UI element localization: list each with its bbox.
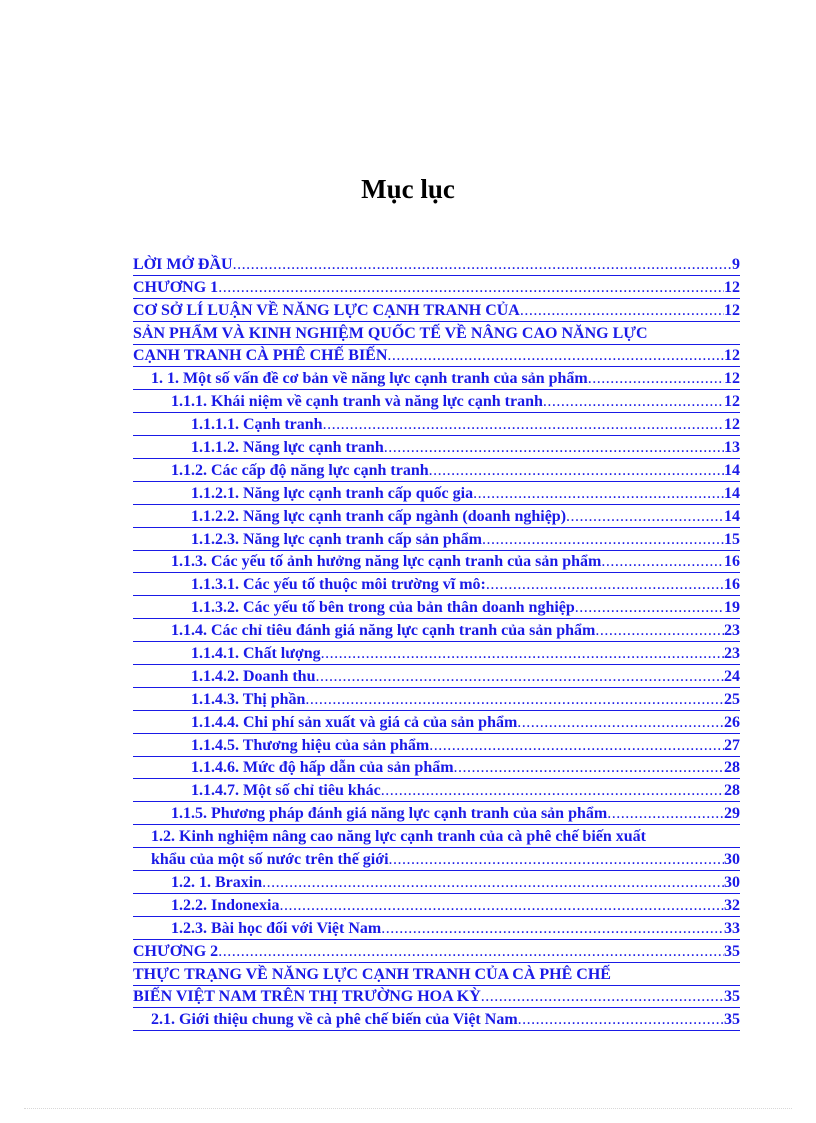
toc-entry-title: 1.1.3.2. Các yếu tố bên trong của bản thân doanh nghiệp [191, 599, 575, 617]
toc-leader-dots [575, 599, 724, 617]
toc-entry-title: CHƯƠNG 2 [133, 942, 219, 960]
toc-entry-page: 24 [724, 667, 740, 685]
toc-entry[interactable] [133, 802, 740, 825]
toc-entry-page: 12 [724, 301, 740, 319]
page-title: Mục lục [361, 174, 455, 204]
toc-entry[interactable] [133, 825, 740, 848]
toc-entry[interactable] [133, 963, 740, 986]
toc-entry-page: 30 [724, 851, 740, 869]
toc-leader-dots [381, 920, 724, 938]
toc-entry-page: 23 [724, 645, 740, 663]
toc-leader-dots [429, 462, 724, 480]
toc-entry[interactable] [133, 322, 740, 345]
toc-entry-title: 1.2. 1. Braxin [171, 873, 263, 891]
toc-entry[interactable] [133, 986, 740, 1009]
toc-entry-page: 28 [724, 759, 740, 777]
toc-entry-page: 27 [724, 736, 740, 754]
toc-leader-dots [595, 622, 724, 640]
toc-entry[interactable] [133, 665, 740, 688]
toc-entry[interactable] [133, 757, 740, 780]
toc-leader-dots [601, 553, 724, 571]
toc-entry[interactable] [133, 1008, 740, 1031]
toc-entry[interactable] [133, 551, 740, 574]
toc-entry[interactable] [133, 276, 740, 299]
toc-entry-page: 29 [724, 805, 740, 823]
toc-entry[interactable] [133, 459, 740, 482]
toc-entry[interactable] [133, 596, 740, 619]
toc-leader-dots [389, 851, 724, 869]
toc-leader-dots [543, 393, 724, 411]
toc-entry-page: 30 [724, 873, 740, 891]
toc-leader-dots [566, 508, 724, 526]
toc-entry[interactable] [133, 482, 740, 505]
toc-leader-dots [279, 897, 724, 915]
toc-entry[interactable] [133, 940, 740, 963]
toc-entry-page: 14 [724, 461, 740, 479]
toc-entry-title: 1.1.4.1. Chất lượng [191, 645, 321, 663]
toc-entry-title: 1.2. Kinh nghiệm nâng cao năng lực cạnh tranh của cà phê chế biến xuất [151, 828, 646, 846]
toc-entry-page: 12 [724, 416, 740, 434]
toc-entry-title: 1.2.2. Indonexia [171, 896, 280, 914]
toc-entry-title: 2.1. Giới thiệu chung về cà phê chế biến của Việt Nam [151, 1011, 518, 1029]
toc-entry-title: CƠ SỞ LÍ LUẬN VỀ NĂNG LỰC CẠNH TRANH CỦA [133, 301, 520, 319]
toc-leader-dots [387, 347, 724, 365]
toc-entry-title: 1.1.2.1. Năng lực cạnh tranh cấp quốc gia [191, 484, 474, 502]
toc-entry[interactable] [133, 299, 740, 322]
toc-entry-page: 23 [724, 622, 740, 640]
toc-entry[interactable] [133, 413, 740, 436]
toc-entry-title: BIẾN VIỆT NAM TRÊN THỊ TRƯỜNG HOA KỲ [133, 988, 481, 1006]
toc-entry-title: 1.1.3. Các yếu tố ảnh hưởng năng lực cạnh tranh của sản phẩm [171, 553, 602, 571]
toc-entry-page: 12 [724, 278, 740, 296]
toc-leader-dots [607, 805, 724, 823]
toc-leader-dots [429, 737, 724, 755]
toc-entry[interactable] [133, 894, 740, 917]
toc-leader-dots [218, 943, 724, 961]
toc-entry-title: 1.1.4.5. Thương hiệu của sản phẩm [191, 736, 430, 754]
toc-entry[interactable] [133, 436, 740, 459]
toc-entry-title: 1.1.1.2. Năng lực cạnh tranh [191, 439, 384, 457]
toc-entry[interactable] [133, 528, 740, 551]
toc-entry[interactable] [133, 505, 740, 528]
toc-leader-dots [315, 668, 724, 686]
toc-entry[interactable] [133, 642, 740, 665]
toc-entry[interactable] [133, 848, 740, 871]
toc-leader-dots [482, 531, 724, 549]
toc-leader-dots [305, 691, 724, 709]
toc-leader-dots [381, 782, 724, 800]
toc-entry-title: CẠNH TRANH CÀ PHÊ CHẾ BIẾN [133, 347, 388, 365]
toc-entry-page: 28 [724, 782, 740, 800]
toc-entry-title: 1.1.4.6. Mức độ hấp dẫn của sản phẩm [191, 759, 454, 777]
toc-entry-page: 25 [724, 690, 740, 708]
toc-entry-title: 1.1.5. Phương pháp đánh giá năng lực cạnh tranh của sản phẩm [171, 805, 608, 823]
toc-entry-page: 33 [724, 919, 740, 937]
toc-entry-page: 35 [724, 1011, 740, 1029]
toc-entry-page: 12 [724, 393, 740, 411]
toc-entry-page: 35 [724, 942, 740, 960]
toc-entry-page: 12 [724, 347, 740, 365]
table-of-contents [133, 253, 740, 1031]
toc-entry-page: 16 [724, 576, 740, 594]
toc-entry-page: 35 [724, 988, 740, 1006]
toc-entry[interactable] [133, 871, 740, 894]
toc-entry-title: CHƯƠNG 1 [133, 278, 219, 296]
toc-entry-title: 1.1.4.3. Thị phần [191, 690, 306, 708]
toc-leader-dots [588, 370, 724, 388]
toc-entry-title: 1.1.2.2. Năng lực cạnh tranh cấp ngành (doanh nghiệp) [191, 507, 567, 525]
toc-entry-title: LỜI MỞ ĐẦU [133, 255, 233, 273]
toc-entry[interactable] [133, 573, 740, 596]
toc-entry-page: 12 [724, 370, 740, 388]
toc-entry-page: 32 [724, 896, 740, 914]
toc-entry[interactable] [133, 711, 740, 734]
toc-leader-dots [473, 485, 724, 503]
toc-entry[interactable] [133, 367, 740, 390]
toc-entry-title: 1.2.3. Bài học đối với Việt Nam [171, 919, 382, 937]
toc-entry-title: 1.1.1.1. Cạnh tranh [191, 416, 323, 434]
toc-entry-page: 19 [724, 599, 740, 617]
toc-entry-title: khẩu của một số nước trên thế giới [151, 851, 389, 869]
toc-entry-title: 1.1.2.3. Năng lực cạnh tranh cấp sản phẩm [191, 530, 482, 548]
toc-entry-page: 14 [724, 507, 740, 525]
toc-leader-dots [486, 576, 724, 594]
toc-leader-dots [384, 439, 724, 457]
toc-entry-title: 1.1.1. Khái niệm về cạnh tranh và năng lực cạnh tranh [171, 393, 543, 411]
toc-leader-dots [233, 256, 732, 274]
toc-leader-dots [218, 279, 724, 297]
toc-entry[interactable] [133, 734, 740, 757]
page-bottom-divider [24, 1108, 792, 1109]
toc-entry[interactable] [133, 345, 740, 368]
toc-entry-page: 15 [724, 530, 740, 548]
toc-entry[interactable] [133, 619, 740, 642]
toc-leader-dots [518, 1011, 724, 1029]
toc-entry-title: 1.1.4.2. Doanh thu [191, 667, 316, 685]
toc-entry-title: 1. 1. Một số vấn đề cơ bản về năng lực cạnh tranh của sản phẩm [151, 370, 588, 388]
toc-leader-dots [321, 645, 724, 663]
toc-entry-page: 14 [724, 484, 740, 502]
toc-entry-title: THỰC TRẠNG VỀ NĂNG LỰC CẠNH TRANH CỦA CÀ PHÊ CHẾ [133, 965, 611, 983]
toc-entry-title: 1.1.3.1. Các yếu tố thuộc môi trường vĩ mô: [191, 576, 486, 594]
toc-leader-dots [517, 714, 724, 732]
toc-entry[interactable] [133, 253, 740, 276]
toc-entry[interactable] [133, 688, 740, 711]
toc-entry[interactable] [133, 917, 740, 940]
toc-entry-page: 13 [724, 439, 740, 457]
toc-leader-dots [262, 874, 724, 892]
toc-entry-title: 1.1.2. Các cấp độ năng lực cạnh tranh [171, 461, 429, 479]
toc-entry[interactable] [133, 779, 740, 802]
toc-entry-title: SẢN PHẨM VÀ KINH NGHIỆM QUỐC TẾ VỀ NÂNG CAO NĂNG LỰC [133, 324, 648, 342]
toc-entry-page: 9 [732, 255, 740, 273]
toc-leader-dots [520, 302, 724, 320]
toc-entry-title: 1.1.4. Các chỉ tiêu đánh giá năng lực cạnh tranh của sản phẩm [171, 622, 596, 640]
toc-leader-dots [454, 759, 724, 777]
toc-leader-dots [481, 988, 724, 1006]
toc-entry-title: 1.1.4.4. Chi phí sản xuất và giá cả của sản phẩm [191, 713, 518, 731]
toc-entry-title: 1.1.4.7. Một số chỉ tiêu khác [191, 782, 381, 800]
toc-entry-page: 26 [724, 713, 740, 731]
toc-leader-dots [323, 416, 724, 434]
toc-entry-page: 16 [724, 553, 740, 571]
toc-entry[interactable] [133, 390, 740, 413]
